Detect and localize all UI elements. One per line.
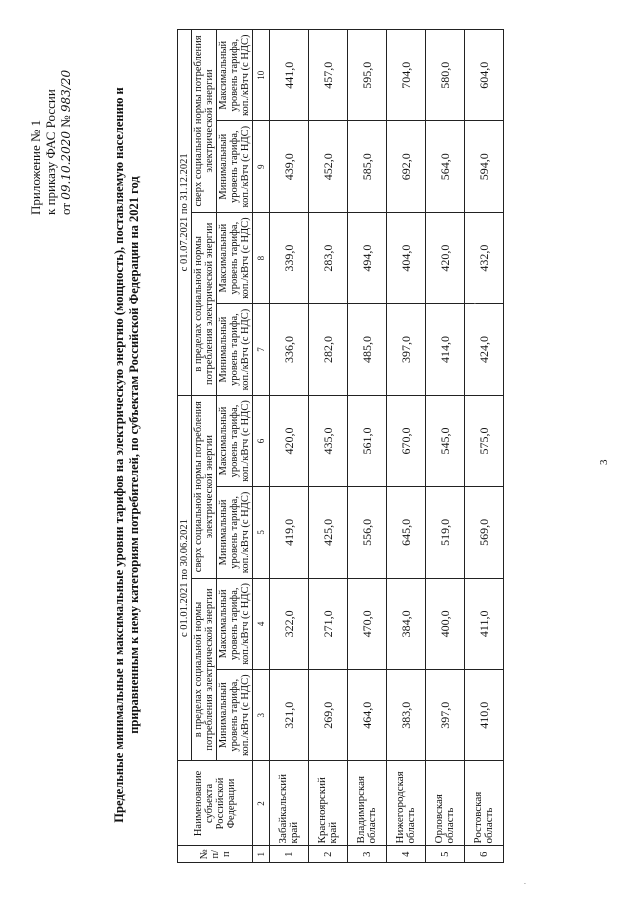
- column-number: 6: [253, 395, 270, 486]
- header-row-norms: [192, 30, 217, 863]
- tariff-value: 283,0: [309, 212, 348, 303]
- tariff-value: 692,0: [387, 121, 426, 212]
- page-number: 3: [598, 459, 610, 465]
- tariff-value: 441,0: [270, 30, 309, 121]
- tariff-value: 424,0: [465, 304, 504, 395]
- region-name: Нижегородская область: [387, 761, 426, 846]
- column-number: 4: [253, 578, 270, 669]
- tariff-value: 435,0: [309, 395, 348, 486]
- tariff-value: 580,0: [426, 30, 465, 121]
- appendix-order-number: 983/20: [59, 69, 73, 113]
- scan-speck: ·: [470, 302, 480, 305]
- table-row: [309, 30, 348, 863]
- region-name: Владимирская область: [348, 761, 387, 846]
- tariff-value: 269,0: [309, 670, 348, 761]
- tariff-value: 336,0: [270, 304, 309, 395]
- tariff-value: 485,0: [348, 304, 387, 395]
- row-number: 4: [387, 846, 426, 863]
- tariff-value: 585,0: [348, 121, 387, 212]
- header-max-level: Максимальный уровень тарифа, коп./кВтч (с НДС): [217, 212, 253, 303]
- appendix-line-2: к приказу ФАС России: [43, 89, 58, 215]
- tariff-value: 321,0: [270, 670, 309, 761]
- header-max-level: Максимальный уровень тарифа, коп./кВтч (с НДС): [217, 30, 253, 121]
- header-p2-within-norm: в пределах социальной нормы потребления электрической энергии: [192, 212, 217, 395]
- tariff-value: 556,0: [348, 487, 387, 578]
- region-name: Красноярский край: [309, 761, 348, 846]
- header-max-level: Максимальный уровень тарифа, коп./кВтч (с НДС): [217, 578, 253, 669]
- tariff-value: 604,0: [465, 30, 504, 121]
- tariff-value: 397,0: [387, 304, 426, 395]
- column-number: 2: [253, 761, 270, 846]
- column-number: 8: [253, 212, 270, 303]
- appendix-number-sign: №: [58, 115, 73, 128]
- tariff-value: 322,0: [270, 578, 309, 669]
- tariff-value: 575,0: [465, 395, 504, 486]
- tariff-value: 384,0: [387, 578, 426, 669]
- column-number: 5: [253, 487, 270, 578]
- tariff-value: 564,0: [426, 121, 465, 212]
- tariff-value: 411,0: [465, 578, 504, 669]
- tariff-value: 545,0: [426, 395, 465, 486]
- tariff-value: 432,0: [465, 212, 504, 303]
- row-number: 1: [270, 846, 309, 863]
- header-p1-above-norm: сверх социальной нормы потребления электрической энергии: [192, 395, 217, 578]
- tariff-value: 383,0: [387, 670, 426, 761]
- document-title: Предельные минимальные и максимальные уровни тарифов на электрическую энергию (мощность), поставляемую населению и приравненным к нему категориям потребителей, по субъектам Российской Федерации на 2021 год: [112, 87, 141, 823]
- appendix-line-3: [58, 15, 74, 215]
- header-min-level: Минимальный уровень тарифа, коп./кВтч (с НДС): [217, 487, 253, 578]
- header-row-levels: [217, 30, 253, 863]
- table-body: [270, 30, 504, 863]
- table-row: [387, 30, 426, 863]
- header-min-level: Минимальный уровень тарифа, коп./кВтч (с НДС): [217, 121, 253, 212]
- tariff-value: 470,0: [348, 578, 387, 669]
- tariff-value: 494,0: [348, 212, 387, 303]
- tariff-value: 439,0: [270, 121, 309, 212]
- row-number: 5: [426, 846, 465, 863]
- table-row: [465, 30, 504, 863]
- table-row: [348, 30, 387, 863]
- tariff-value: 569,0: [465, 487, 504, 578]
- appendix-line-1: Приложение № 1: [28, 119, 43, 215]
- tariff-value: 420,0: [270, 395, 309, 486]
- tariff-value: 410,0: [465, 670, 504, 761]
- tariff-value: 704,0: [387, 30, 426, 121]
- column-number: 3: [253, 670, 270, 761]
- row-number: 6: [465, 846, 504, 863]
- scan-speck: ·: [520, 882, 530, 885]
- header-no: № п/п: [178, 846, 253, 863]
- row-number: 3: [348, 846, 387, 863]
- tariff-value: 400,0: [426, 578, 465, 669]
- header-p1-within-norm: в пределах социальной нормы потребления электрической энергии: [192, 578, 217, 761]
- tariff-value: 425,0: [309, 487, 348, 578]
- tariff-value: 339,0: [270, 212, 309, 303]
- table-row: [270, 30, 309, 863]
- table-row: [426, 30, 465, 863]
- tariff-value: 420,0: [426, 212, 465, 303]
- tariff-value: 397,0: [426, 670, 465, 761]
- appendix-block: [28, 15, 74, 215]
- tariff-value: 670,0: [387, 395, 426, 486]
- tariff-value: 595,0: [348, 30, 387, 121]
- tariff-table: [177, 29, 504, 863]
- row-number: 2: [309, 846, 348, 863]
- header-period-1: с 01.01.2021 по 30.06.2021: [178, 395, 192, 761]
- tariff-value: 594,0: [465, 121, 504, 212]
- appendix-date-prefix: от: [58, 202, 73, 215]
- column-number: 10: [253, 30, 270, 121]
- tariff-value: 271,0: [309, 578, 348, 669]
- header-min-level: Минимальный уровень тарифа, коп./кВтч (с НДС): [217, 670, 253, 761]
- tariff-value: 419,0: [270, 487, 309, 578]
- column-number: 1: [253, 846, 270, 863]
- header-period-2: с 01.07.2021 по 31.12.2021: [178, 30, 192, 396]
- tariff-value: 414,0: [426, 304, 465, 395]
- header-min-level: Минимальный уровень тарифа, коп./кВтч (с НДС): [217, 304, 253, 395]
- region-name: Орловская область: [426, 761, 465, 846]
- region-name: Забайкальский край: [270, 761, 309, 846]
- tariff-value: 519,0: [426, 487, 465, 578]
- tariff-value: 464,0: [348, 670, 387, 761]
- header-max-level: Максимальный уровень тарифа, коп./кВтч (с НДС): [217, 395, 253, 486]
- tariff-value: 561,0: [348, 395, 387, 486]
- region-name: Ростовская область: [465, 761, 504, 846]
- tariff-value: 645,0: [387, 487, 426, 578]
- header-region-name: Наименование субъекта Российской Федерации: [178, 761, 253, 846]
- tariff-value: 282,0: [309, 304, 348, 395]
- header-p2-above-norm: сверх социальной нормы потребления электрической энергии: [192, 30, 217, 213]
- appendix-date: 09.10.2020: [59, 131, 73, 200]
- column-number: 9: [253, 121, 270, 212]
- column-number: 7: [253, 304, 270, 395]
- tariff-value: 452,0: [309, 121, 348, 212]
- tariff-value: 457,0: [309, 30, 348, 121]
- header-row-periods: [178, 30, 192, 863]
- tariff-value: 404,0: [387, 212, 426, 303]
- column-numbers-row: [253, 30, 270, 863]
